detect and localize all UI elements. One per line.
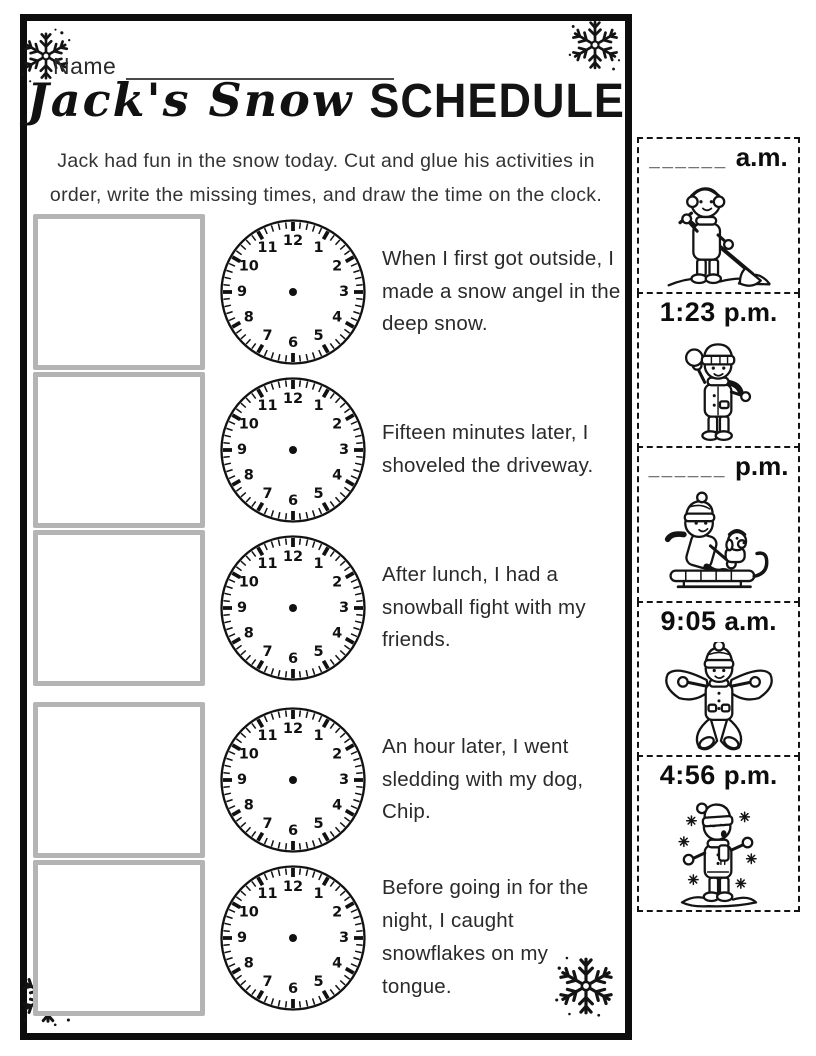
svg-text:11: 11	[257, 555, 278, 572]
activity-row-1	[33, 213, 623, 371]
clock-face-3[interactable]	[218, 533, 368, 683]
instructions	[41, 145, 611, 212]
time-value: 9:05	[660, 605, 717, 636]
svg-text:1: 1	[313, 239, 324, 256]
glue-box-3[interactable]	[33, 530, 205, 686]
svg-text:7: 7	[262, 974, 273, 991]
clipart-children-sledding	[655, 482, 783, 601]
svg-text:9: 9	[236, 772, 248, 788]
svg-text:1: 1	[313, 555, 324, 572]
time-period: p.m.	[723, 760, 778, 790]
glue-box-4[interactable]	[33, 702, 205, 858]
svg-text:3: 3	[338, 930, 350, 946]
svg-text:2: 2	[332, 258, 343, 275]
svg-text:3: 3	[338, 600, 350, 616]
clock-face-2[interactable]	[218, 375, 368, 525]
svg-text:8: 8	[243, 309, 254, 326]
svg-text:8: 8	[243, 797, 254, 814]
clipart-child-catching-snowflakes	[657, 791, 781, 910]
svg-text:9: 9	[236, 284, 248, 300]
clipart-child-making-snow-angel	[655, 637, 783, 756]
svg-text:3: 3	[338, 442, 350, 458]
time-card-905-am[interactable]	[637, 601, 800, 758]
svg-text:4: 4	[332, 955, 343, 972]
time-period: p.m.	[734, 451, 789, 481]
clock-face-svg	[218, 375, 368, 525]
glue-box-2[interactable]	[33, 372, 205, 528]
svg-text:5: 5	[313, 644, 324, 661]
svg-text:4: 4	[332, 797, 343, 814]
time-card-456-pm[interactable]	[637, 755, 800, 912]
time-label	[660, 297, 778, 328]
activity-row-4	[33, 701, 623, 859]
svg-text:12: 12	[282, 549, 304, 565]
clipart-child-holding-snowball	[657, 328, 781, 447]
svg-text:12: 12	[282, 721, 304, 737]
time-card-123-pm[interactable]	[637, 292, 800, 449]
svg-text:5: 5	[313, 816, 324, 833]
instructions-line-2: order, write the missing times, and draw the time on the clock.	[49, 183, 603, 206]
svg-text:7: 7	[262, 816, 273, 833]
worksheet-page	[20, 14, 632, 1040]
glue-box-5[interactable]	[33, 860, 205, 1016]
svg-text:4: 4	[332, 467, 343, 484]
activity-row-2	[33, 371, 623, 529]
time-label	[660, 606, 776, 637]
svg-text:1: 1	[313, 727, 324, 744]
svg-text:7: 7	[262, 644, 273, 661]
svg-text:2: 2	[332, 574, 343, 591]
time-cards-column	[637, 137, 800, 912]
svg-text:6: 6	[287, 651, 299, 667]
svg-text:11: 11	[257, 239, 278, 256]
svg-text:10: 10	[238, 258, 259, 275]
svg-text:9: 9	[236, 442, 248, 458]
clock-face-4[interactable]	[218, 705, 368, 855]
svg-text:5: 5	[313, 328, 324, 345]
svg-text:12: 12	[282, 879, 304, 895]
svg-text:12: 12	[282, 391, 304, 407]
time-value: 1:23	[659, 296, 716, 327]
time-period: a.m.	[724, 605, 777, 636]
svg-text:10: 10	[238, 416, 259, 433]
time-period: a.m.	[735, 142, 788, 172]
clipart-child-shoveling-snow	[657, 173, 781, 292]
activity-text-1: When I first got outside, I made a snow angel in the deep snow.	[382, 246, 621, 336]
clock-face-svg	[218, 863, 368, 1013]
clock-face-svg	[218, 533, 368, 683]
svg-text:10: 10	[238, 574, 259, 591]
activity-text-5: Before going in for the night, I caught snowflakes on my tongue.	[382, 876, 589, 998]
instructions-line-1: Jack had fun in the snow today. Cut and glue his activities in	[57, 150, 595, 172]
svg-text:11: 11	[257, 885, 278, 902]
snowflake-icon	[565, 15, 625, 75]
time-value: ______	[648, 459, 727, 480]
svg-text:8: 8	[243, 467, 254, 484]
glue-box-1[interactable]	[33, 214, 205, 370]
clock-face-svg	[218, 705, 368, 855]
svg-text:3: 3	[338, 772, 350, 788]
svg-text:5: 5	[313, 974, 324, 991]
svg-text:4: 4	[332, 625, 343, 642]
clock-face-svg	[218, 217, 368, 367]
svg-text:10: 10	[238, 904, 259, 921]
svg-text:6: 6	[287, 493, 299, 509]
svg-text:11: 11	[257, 727, 278, 744]
svg-text:1: 1	[313, 885, 324, 902]
time-label	[649, 142, 787, 173]
svg-text:11: 11	[257, 397, 278, 414]
svg-text:4: 4	[332, 309, 343, 326]
svg-text:6: 6	[287, 823, 299, 839]
svg-text:8: 8	[243, 625, 254, 642]
clock-face-1[interactable]	[218, 217, 368, 367]
activity-row-5	[33, 859, 623, 1017]
svg-text:9: 9	[236, 600, 248, 616]
time-label	[649, 451, 789, 482]
activity-text-4: An hour later, I went sledding with my dog, Chip.	[382, 734, 584, 824]
svg-text:10: 10	[238, 746, 259, 763]
svg-text:2: 2	[332, 904, 343, 921]
svg-text:2: 2	[332, 416, 343, 433]
svg-text:7: 7	[262, 486, 273, 503]
page-title	[27, 73, 625, 127]
svg-text:7: 7	[262, 328, 273, 345]
time-value: 4:56	[659, 760, 716, 790]
svg-text:8: 8	[243, 955, 254, 972]
activity-row-3	[33, 529, 623, 687]
activity-text-3: After lunch, I had a snowball fight with my friends.	[382, 562, 586, 652]
svg-text:6: 6	[287, 335, 299, 351]
activity-rows	[33, 213, 623, 1017]
svg-text:3: 3	[338, 284, 350, 300]
svg-text:12: 12	[282, 233, 304, 249]
name-label: Name	[53, 53, 117, 79]
svg-text:6: 6	[287, 981, 299, 997]
time-period: p.m.	[723, 296, 778, 327]
time-card-blank-am[interactable]	[637, 137, 800, 294]
svg-text:5: 5	[313, 486, 324, 503]
title-block-part: SCHEDULE	[369, 72, 625, 128]
svg-text:9: 9	[236, 930, 248, 946]
svg-text:1: 1	[313, 397, 324, 414]
svg-text:2: 2	[332, 746, 343, 763]
time-value: ______	[649, 150, 728, 171]
title-script-part: Jack's Snow	[27, 73, 354, 127]
activity-text-2: Fifteen minutes later, I shoveled the driveway.	[382, 421, 594, 477]
time-label	[660, 760, 778, 791]
time-card-blank-pm[interactable]	[637, 446, 800, 603]
clock-face-5[interactable]	[218, 863, 368, 1013]
